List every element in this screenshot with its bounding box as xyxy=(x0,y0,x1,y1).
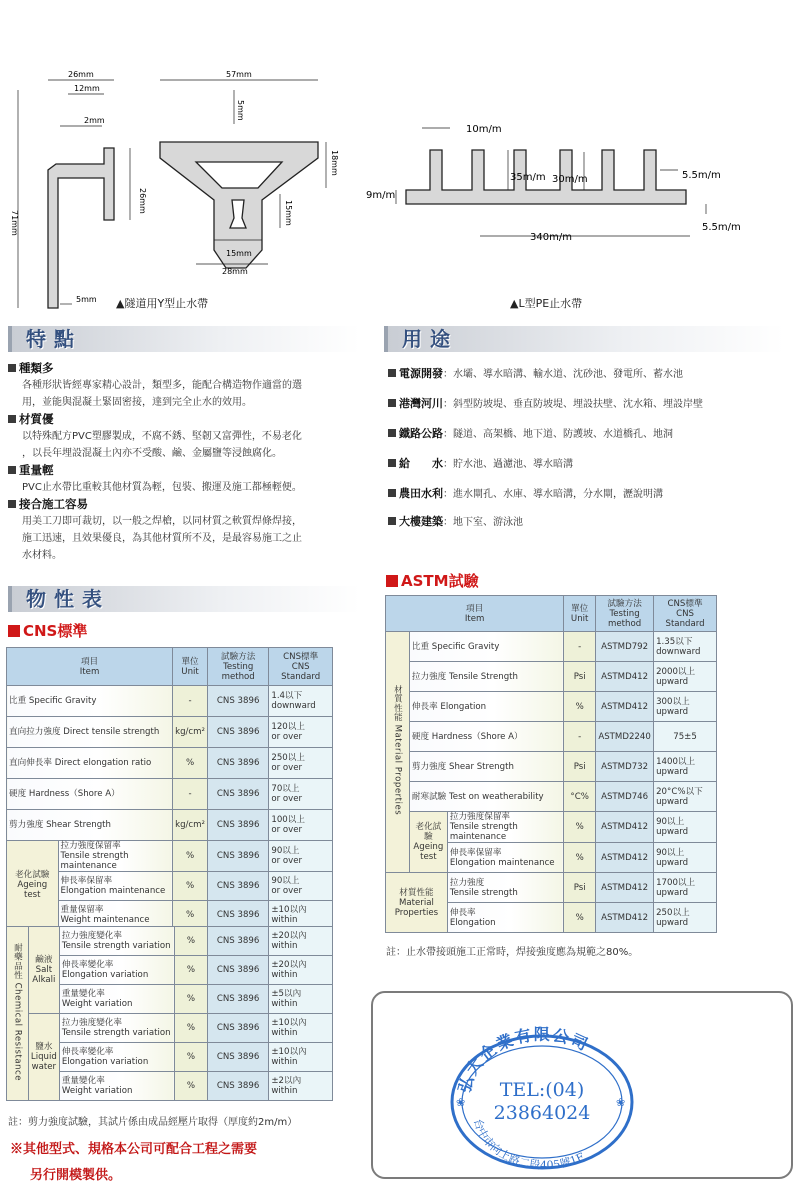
feature-desc-line: 用美工刀即可裁切，以一般之焊槍，以同材質之軟質焊條焊接， xyxy=(22,516,302,527)
cell-method: ASTMD746 xyxy=(596,782,654,812)
group-water-en: Liquid xyxy=(30,1052,57,1062)
dim-30mm: 30m/m xyxy=(552,174,588,185)
cell-item-en: Tensile strength xyxy=(449,887,518,898)
cell-method: CNS 3896 xyxy=(207,901,268,930)
cell-std: 70以上 xyxy=(271,784,300,794)
cell-item-en: Tensile strength variation xyxy=(61,1028,171,1038)
cell-unit: % xyxy=(173,901,208,930)
header-method-en: Testing method xyxy=(608,608,642,629)
y-profile-caption: ▲隧道用Y型止水帶 xyxy=(116,297,209,310)
use-item: 港灣河川：斜型防坡堤、垂直防坡堤、埋設扶壁、沈水箱、埋設岸壁 xyxy=(388,396,703,413)
company-stamp xyxy=(440,1012,640,1172)
cell-unit: - xyxy=(564,632,596,662)
cell-method: CNS 3896 xyxy=(207,1043,269,1072)
group-salt: 鹼液 xyxy=(35,955,53,965)
dim-35mm: 35m/m xyxy=(510,172,546,183)
cell-std: ±2以內 xyxy=(271,1076,302,1086)
cell-unit: % xyxy=(175,1014,208,1043)
cell-item-en: Elongation xyxy=(449,917,496,928)
cell-item-en: Elongation variation xyxy=(61,970,149,980)
header-item: 項目 xyxy=(466,603,484,614)
feature-desc-line: 以特殊配方PVC塑膠製成，不腐不銹、堅韌又富彈性，不易老化 xyxy=(22,431,302,442)
stamp-number: 23864024 xyxy=(493,1102,591,1124)
cell-std-en: upward xyxy=(656,676,689,687)
cell-item: 剪力強度 Shear Strength xyxy=(7,810,173,841)
cell-std-en: within xyxy=(271,999,298,1009)
cell-std: ±20以內 xyxy=(271,960,307,970)
cell-method: ASTMD412 xyxy=(596,903,654,933)
group-salt-en: Salt xyxy=(35,965,53,975)
dim-18mm: 18mm xyxy=(330,150,339,176)
cell-unit: kg/cm² xyxy=(173,717,208,748)
cell-unit: kg/cm² xyxy=(173,810,208,841)
cell-std-en: within xyxy=(271,941,298,951)
l-shape-profile xyxy=(48,148,114,308)
use-item: 大樓建築：地下室、游泳池 xyxy=(388,514,523,531)
group-ageing: 老化試驗 xyxy=(415,822,442,842)
table-row xyxy=(386,722,717,752)
table-row xyxy=(386,752,717,782)
l-profile-caption: ▲L型PE止水帶 xyxy=(510,297,583,310)
cell-std: 100以上 xyxy=(271,815,305,825)
header-unit-en: Unit xyxy=(570,613,589,624)
cell-item: 拉力強度 Tensile Strength xyxy=(409,662,563,692)
l-pe-profile xyxy=(406,150,686,204)
table-row xyxy=(7,810,333,841)
header-std-en: CNS Standard xyxy=(665,608,705,629)
cell-item: 剪力強度 Shear Strength xyxy=(409,752,563,782)
cell-unit: - xyxy=(173,686,208,717)
cns-table xyxy=(6,647,333,930)
y-profile-diagram xyxy=(0,60,380,320)
footer-line2: 另行開模製供。 xyxy=(30,1168,122,1183)
cell-unit: - xyxy=(564,722,596,752)
cell-std: ±10以內 xyxy=(271,1047,307,1057)
cell-method: CNS 3896 xyxy=(207,1014,269,1043)
cell-method: CNS 3896 xyxy=(207,985,269,1014)
table-row xyxy=(7,779,333,810)
cell-std: 1.35以下 xyxy=(656,636,693,647)
feature-desc-line: ，以長年埋設混凝土內亦不受酸、鹼、金屬鹽等浸蝕腐化。 xyxy=(22,448,282,459)
cell-unit: % xyxy=(564,812,596,843)
use-item: 給 水：貯水池、過濾池、導水暗溝 xyxy=(388,456,573,473)
cell-std: ±10以內 xyxy=(271,905,307,915)
cell-method: ASTMD412 xyxy=(596,812,654,843)
table-row xyxy=(7,841,333,872)
dim-5mm-v: 5mm xyxy=(236,100,245,121)
cell-std-en: or over xyxy=(271,763,303,773)
cell-method: CNS 3896 xyxy=(207,1072,269,1101)
stamp-flower-icon: ❀ xyxy=(456,1096,466,1109)
header-std: CNS標準 xyxy=(667,598,703,609)
cell-std-en: or over xyxy=(271,825,303,835)
feature-desc-line: PVC止水帶比重較其他材質為輕，包裝、搬運及施工都極輕便。 xyxy=(22,482,302,493)
table-row xyxy=(7,1014,333,1043)
header-item-en: Item xyxy=(464,613,485,624)
cell-item: 直向拉力強度 Direct tensile strength xyxy=(7,717,173,748)
cns-chem-table xyxy=(6,926,333,1101)
features-banner: 特點 xyxy=(8,326,360,352)
cell-method: CNS 3896 xyxy=(207,810,268,841)
table-row xyxy=(7,717,333,748)
cell-unit: % xyxy=(564,692,596,722)
cell-item: 硬度 Hardness（Shore A） xyxy=(409,722,563,752)
cell-unit: % xyxy=(175,985,208,1014)
cell-item-en: Elongation maintenance xyxy=(60,886,166,896)
cell-unit: % xyxy=(173,841,208,872)
stamp-company: 弘大企業有限公司 xyxy=(454,1024,593,1095)
cell-item: 拉力強度變化率 xyxy=(61,1018,122,1028)
cell-item: 伸長率變化率 xyxy=(61,1047,114,1057)
cell-std: 1700以上 xyxy=(656,877,696,888)
cell-std-en: or over xyxy=(271,732,303,742)
cns-header-row xyxy=(7,648,333,686)
dim-15mm-v: 15mm xyxy=(284,200,293,226)
cell-unit: % xyxy=(175,927,208,956)
cell-std-en: upward xyxy=(656,827,689,837)
header-unit: 單位 xyxy=(571,603,589,614)
cell-std-en: within xyxy=(271,915,298,925)
cell-method: CNS 3896 xyxy=(207,686,268,717)
header-item: 項目 xyxy=(80,656,99,667)
cns-heading: CNS標準 xyxy=(8,620,87,641)
header-method: 試驗方法 xyxy=(607,598,642,609)
table-row xyxy=(7,748,333,779)
header-std-en: CNS Standard xyxy=(281,661,321,682)
cell-item-en: Tensile strength maintenance xyxy=(449,822,518,842)
group-ageing-en: Ageing xyxy=(413,842,444,852)
group-material-2: 材質性能 xyxy=(399,887,434,898)
cell-method: CNS 3896 xyxy=(207,748,268,779)
cell-item: 伸長率 Elongation xyxy=(409,692,563,722)
cell-item: 比重 Specific Gravity xyxy=(409,632,563,662)
cell-method: ASTMD412 xyxy=(596,692,654,722)
cell-std: 120以上 xyxy=(271,722,305,732)
header-item-en: Item xyxy=(79,666,100,677)
cell-item: 硬度 Hardness（Shore A） xyxy=(7,779,173,810)
cell-unit: % xyxy=(564,903,596,933)
group-material-en2: Properties xyxy=(394,907,439,918)
cell-std-en: or over xyxy=(271,794,303,804)
dim-71mm: 71mm xyxy=(10,210,19,236)
cell-std-en: within xyxy=(271,970,298,980)
cell-std: 1.4以下 xyxy=(271,691,303,701)
header-unit: 單位 xyxy=(181,656,199,667)
cell-item-en: Weight variation xyxy=(61,999,133,1009)
stamp-address: 台中市向上路二段405號1F xyxy=(471,1117,587,1172)
cell-std-en: upward xyxy=(656,766,689,777)
stamp-flower-icon: ❀ xyxy=(616,1096,626,1109)
feature-desc-line: 各種形狀皆經專家精心設計，類型多，能配合構造物作適當的選 xyxy=(22,380,302,391)
dim-5-5mm-bottom: 5.5m/m xyxy=(702,222,741,233)
cell-item-en: Elongation maintenance xyxy=(449,857,555,868)
header-std: CNS標準 xyxy=(283,651,319,662)
table-row xyxy=(7,686,333,717)
cell-unit: °C% xyxy=(564,782,596,812)
cell-item: 伸長率 xyxy=(449,907,476,918)
cell-std-en: downward xyxy=(656,646,701,657)
use-item: 農田水利：進水閘孔、水庫、導水暗溝，分水閘，瀝說明溝 xyxy=(388,486,663,503)
table-row xyxy=(7,927,333,956)
cell-item: 伸長率變化率 xyxy=(61,960,114,970)
cell-item: 拉力強度保留率 xyxy=(60,841,121,851)
dimension-lines xyxy=(18,80,326,308)
cell-std: 1400以上 xyxy=(656,756,696,767)
cell-item-en: Tensile strength variation xyxy=(61,941,171,951)
cell-item-en: Elongation variation xyxy=(61,1057,149,1067)
cell-std-en: upward xyxy=(656,917,689,928)
astm-table xyxy=(385,595,717,933)
cell-method: CNS 3896 xyxy=(207,872,268,901)
cell-method: ASTMD412 xyxy=(596,843,654,873)
astm-header-row xyxy=(386,596,717,632)
cell-item: 重量變化率 xyxy=(61,1076,105,1086)
table-row xyxy=(386,782,717,812)
cell-method: ASTMD412 xyxy=(596,662,654,692)
cns-note: 註：剪力強度試驗，其試片係由成品經壓片取得（厚度約2m/m） xyxy=(8,1117,298,1128)
cell-std: 90以上 xyxy=(271,876,300,886)
cell-std-en: within xyxy=(271,1057,298,1067)
cell-item: 拉力強度變化率 xyxy=(61,931,122,941)
astm-note: 註：止水帶接頭施工正常時，焊接強度應為規範之80%。 xyxy=(386,947,639,958)
cell-item-en: Tensile strength maintenance xyxy=(60,851,129,871)
cell-method: CNS 3896 xyxy=(207,841,268,872)
cell-item: 比重 Specific Gravity xyxy=(7,686,173,717)
dim-57mm: 57mm xyxy=(226,70,252,79)
cell-item: 拉力強度保留率 xyxy=(449,812,511,822)
cell-method: CNS 3896 xyxy=(207,927,269,956)
group-water: 鹽水 xyxy=(35,1042,53,1052)
dim-340mm: 340m/m xyxy=(530,232,572,243)
cell-unit: % xyxy=(564,843,596,873)
cell-item: 耐寒試驗 Test on weatherability xyxy=(409,782,563,812)
uses-banner: 用途 xyxy=(384,326,784,352)
group-ageing-en2: test xyxy=(420,852,437,862)
dim-12mm: 12mm xyxy=(74,84,100,93)
feature-desc-line: 施工迅速，且效果優良，為其他材質所不及，是最容易施工之止 xyxy=(22,533,302,544)
cell-item-en: Weight variation xyxy=(61,1086,133,1096)
cell-std-en: within xyxy=(271,1086,298,1096)
dim-26mm: 26mm xyxy=(68,70,94,79)
table-row xyxy=(386,632,717,662)
cell-std-en: upward xyxy=(656,887,689,898)
cell-method: CNS 3896 xyxy=(207,779,268,810)
footer-note xyxy=(10,1137,257,1189)
features-list xyxy=(8,360,363,564)
feature-title-weight: 重量輕 xyxy=(8,462,363,479)
l-profile-diagram xyxy=(360,110,790,250)
cell-method: ASTMD2240 xyxy=(596,722,654,752)
header-method-en: Testing method xyxy=(221,661,255,682)
cell-std: 20°C%以下 xyxy=(656,786,703,797)
group-ageing-en: Ageing xyxy=(17,880,48,890)
cell-unit: Psi xyxy=(564,662,596,692)
group-material: 材質性能 Material Properties xyxy=(392,685,403,816)
dim-5mm: 5mm xyxy=(76,295,97,304)
dim-26mm-v: 26mm xyxy=(138,188,147,214)
table-row xyxy=(386,662,717,692)
cell-unit: % xyxy=(175,1072,208,1101)
cell-method: CNS 3896 xyxy=(207,717,268,748)
footer-line1: ※其他型式、規格本公司可配合工程之需要 xyxy=(10,1142,258,1157)
cell-method: ASTMD412 xyxy=(596,873,654,903)
cell-method: ASTMD732 xyxy=(596,752,654,782)
stamp-tel: TEL:(04) xyxy=(499,1079,585,1101)
header-method: 試驗方法 xyxy=(220,651,256,662)
cell-std: ±10以內 xyxy=(271,1018,307,1028)
cell-unit: % xyxy=(175,1043,208,1072)
cell-std-en: within xyxy=(271,1028,298,1038)
cell-std-en: downward xyxy=(271,701,316,711)
header-unit-en: Unit xyxy=(181,666,199,677)
cell-unit: Psi xyxy=(564,873,596,903)
dim-5-5mm-top: 5.5m/m xyxy=(682,170,721,181)
cell-std: 2000以上 xyxy=(656,666,696,677)
cell-item-en: Weight maintenance xyxy=(60,915,150,925)
cell-std: ±20以內 xyxy=(271,931,307,941)
cell-item: 拉力強度 xyxy=(449,877,485,888)
cell-std-en: or over xyxy=(271,886,303,896)
cell-item: 直向伸長率 Direct elongation ratio xyxy=(7,748,173,779)
feature-title-variety: 種類多 xyxy=(8,360,363,377)
cell-unit: % xyxy=(175,956,208,985)
cell-item: 重量變化率 xyxy=(61,989,105,999)
table-row xyxy=(386,692,717,722)
cell-item: 伸長率保留率 xyxy=(449,847,502,858)
cell-unit: - xyxy=(173,779,208,810)
cell-std-en: upward xyxy=(656,706,689,717)
feature-title-install: 接合施工容易 xyxy=(8,496,363,513)
cell-method: CNS 3896 xyxy=(207,956,269,985)
dim-2mm: 2mm xyxy=(84,116,105,125)
cell-std: ±5以內 xyxy=(271,989,302,999)
cell-item: 伸長率保留率 xyxy=(60,876,113,886)
cell-std: 75±5 xyxy=(673,731,697,742)
astm-heading: ASTM試驗 xyxy=(386,570,479,591)
feature-desc-line: 水材料。 xyxy=(22,550,62,561)
cell-std: 250以上 xyxy=(656,907,690,918)
feature-desc-line: 用，並能與混凝土緊固密接，達到完全止水的效用。 xyxy=(22,397,252,408)
table-row xyxy=(386,812,717,843)
cell-unit: Psi xyxy=(564,752,596,782)
cell-std: 300以上 xyxy=(656,696,690,707)
dim-28mm: 28mm xyxy=(222,267,248,276)
cell-unit: % xyxy=(173,872,208,901)
dim-9mm: 9m/m xyxy=(366,190,396,201)
table-row xyxy=(386,873,717,903)
cell-std: 90以上 xyxy=(656,817,685,827)
dim-15mm: 15mm xyxy=(226,249,252,258)
cell-std-en: upward xyxy=(656,857,689,868)
dim-10mm: 10m/m xyxy=(466,124,502,135)
group-ageing: 老化試驗 xyxy=(15,870,50,880)
group-ageing-en2: test xyxy=(24,890,41,900)
group-material-en: Material xyxy=(398,897,434,908)
cell-std-en: or over xyxy=(271,856,303,866)
group-chemical: 耐藥品性 Chemical Resistance xyxy=(12,942,23,1082)
group-water-en2: water xyxy=(31,1062,57,1072)
use-item: 鐵路公路：隧道、高架橋、地下道、防護坡、水道橋孔、地洞 xyxy=(388,426,673,443)
cell-method: ASTMD792 xyxy=(596,632,654,662)
cell-item: 重量保留率 xyxy=(60,905,104,915)
props-banner: 物性表 xyxy=(8,586,360,612)
cell-std: 90以上 xyxy=(656,847,685,858)
cell-std: 90以上 xyxy=(271,846,300,856)
group-salt-en2: Alkali xyxy=(32,975,56,985)
feature-title-material: 材質優 xyxy=(8,411,363,428)
cell-std: 250以上 xyxy=(271,753,305,763)
cell-std-en: upward xyxy=(656,796,689,807)
use-item: 電源開發：水壩、導水暗溝、輸水道、沈砂池、發電所、蓄水池 xyxy=(388,366,683,383)
cell-unit: % xyxy=(173,748,208,779)
